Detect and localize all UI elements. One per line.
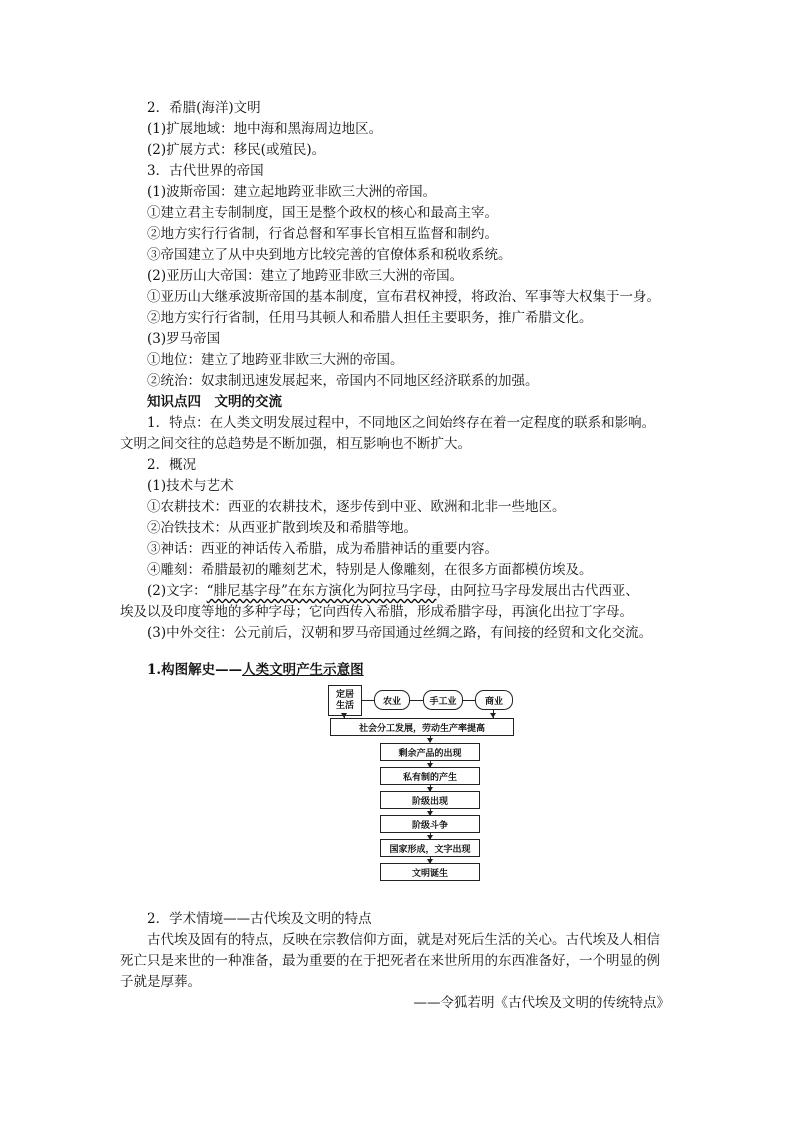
commerce-box: 商业	[475, 690, 513, 710]
situation-source: ——令狐若明《古代埃及文明的传统特点》	[413, 995, 670, 1011]
writing-prefix: (2)文字：	[147, 583, 207, 599]
section2-line1: (1)扩展地域：地中海和黑海周边地区。	[147, 121, 383, 137]
section2-line2: (2)扩展方式：移民(或殖民)。	[147, 142, 326, 158]
connector	[362, 700, 374, 701]
situation-para-line2: 死亡只是来世的一种准备，最为重要的在于把死者在来世所用的东西准备好，一个明显的例	[120, 953, 660, 969]
persia-item1: ①建立君主专制制度，国王是整个政权的核心和最高主宰。	[147, 205, 498, 221]
section3-title: 3．古代世界的帝国	[147, 163, 264, 179]
writing-line1	[147, 581, 639, 602]
settled-life-box	[328, 685, 362, 716]
persia-heading: (1)波斯帝国：建立起地跨亚非欧三大洲的帝国。	[147, 184, 437, 200]
settled-life-line2: 生活	[335, 700, 354, 711]
persia-item3: ③帝国建立了从中央到地方比较完善的官僚体系和税收系统。	[147, 247, 512, 263]
settled-life-line1: 定居	[335, 689, 354, 700]
tech-heading: (1)技术与艺术	[147, 478, 234, 494]
diagram-title-prefix: 1.构图解史——	[147, 662, 243, 678]
section2-title: 2．希腊(海洋)文明	[147, 100, 261, 116]
alexander-item1: ①亚历山大继承波斯帝国的基本制度，宣布君权神授，将政治、军事等大权集于一身。	[147, 289, 660, 305]
agriculture-box: 农业	[374, 690, 410, 710]
exchange-line: (3)中外交往：公元前后，汉朝和罗马帝国通过丝绸之路，有间接的经贸和文化交流。	[147, 625, 653, 641]
situation-title: 2．学术情境——古代埃及文明的特点	[147, 911, 372, 927]
writing-line2: 埃及以及印度等地的多种字母；它向西传入希腊，形成希腊字母，再演化出拉丁字母。	[120, 604, 633, 620]
handicraft-box: 手工业	[423, 690, 463, 710]
alexander-heading: (2)亚历山大帝国：建立了地跨亚非欧三大洲的帝国。	[147, 268, 464, 284]
connector	[410, 700, 423, 701]
step-state-and-writing: 国家形成，文字出现	[380, 839, 480, 857]
rome-heading: (3)罗马帝国	[147, 331, 221, 347]
step-division-of-labor: 社会分工发展，劳动生产率提高	[330, 718, 514, 736]
rome-item1: ①地位：建立了地跨亚非欧三大洲的帝国。	[147, 352, 404, 368]
kp4-feature-line2: 文明之间交往的总趋势是不断加强，相互影响也不断扩大。	[120, 436, 471, 452]
tech-item3: ③神话：西亚的神话传入希腊，成为希腊神话的重要内容。	[147, 541, 498, 557]
step-surplus-products: 剩余产品的出现	[380, 743, 480, 761]
tech-item2: ②冶铁技术：从西亚扩散到埃及和希腊等地。	[147, 520, 417, 536]
tech-item1: ①农耕技术：西亚的农耕技术，逐步传到中亚、欧洲和北非一些地区。	[147, 499, 566, 515]
connector	[463, 700, 475, 701]
kp4-feature-line1: 1．特点：在人类文明发展过程中，不同地区之间始终存在着一定程度的联系和影响。	[147, 415, 656, 431]
step-classes-appear: 阶级出现	[380, 791, 480, 809]
rome-item2: ②统治：奴隶制迅速发展起来，帝国内不同地区经济联系的加强。	[147, 373, 539, 389]
tech-item4: ④雕刻：希腊最初的雕刻艺术，特别是人像雕刻，在很多方面都模仿埃及。	[147, 562, 593, 578]
situation-para-line3: 子就是厚葬。	[120, 974, 201, 990]
situation-para-line1: 古代埃及固有的特点，反映在宗教信仰方面，就是对死后生活的关心。古代埃及人相信	[147, 932, 660, 948]
writing-underlined: “腓尼基字母”在东方演化为阿拉马字母	[206, 583, 437, 599]
step-private-ownership: 私有制的产生	[380, 767, 480, 785]
kp4-overview: 2．概况	[147, 457, 197, 473]
step-civilization-born: 文明诞生	[380, 863, 480, 881]
step-class-struggle: 阶级斗争	[380, 815, 480, 833]
diagram-title-underlined: 人类文明产生示意图	[242, 662, 364, 678]
alexander-item2: ②地方实行行省制，任用马其顿人和希腊人担任主要职务，推广希腊文化。	[147, 310, 593, 326]
persia-item2: ②地方实行行省制，行省总督和军事长官相互监督和制约。	[147, 226, 498, 242]
diagram-title	[147, 660, 364, 681]
kp4-title: 知识点四 文明的交流	[147, 394, 282, 410]
writing-suffix: ，由阿拉马字母发展出古代西亚、	[436, 583, 639, 599]
